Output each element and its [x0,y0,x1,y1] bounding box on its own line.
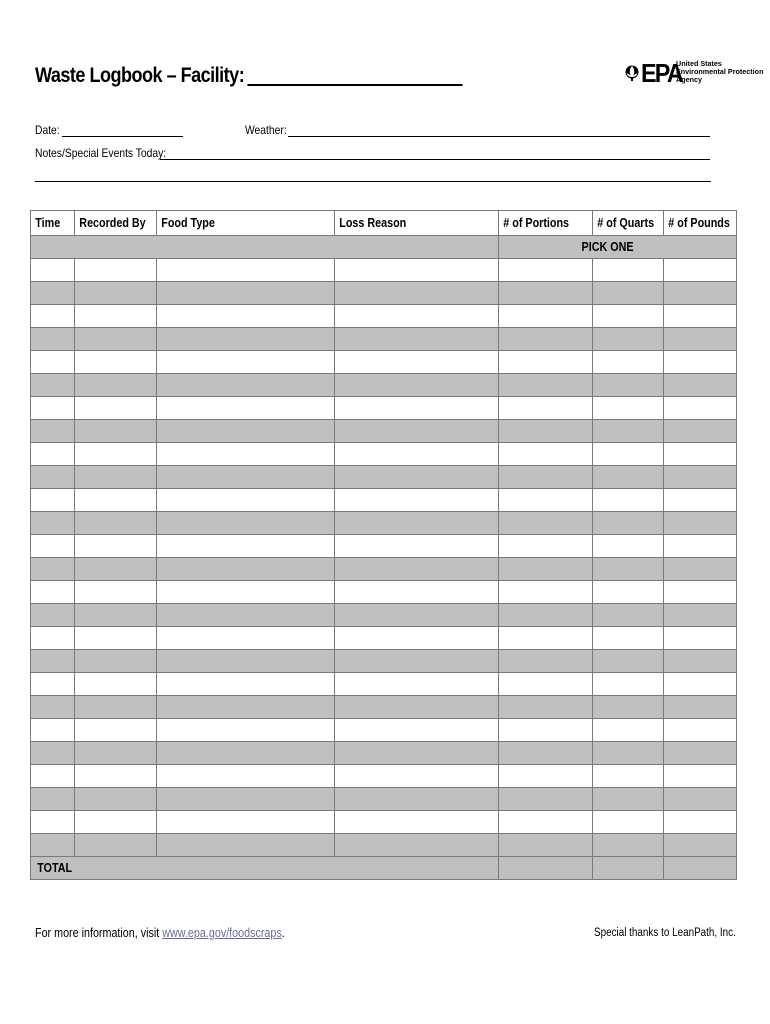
food-type-cell[interactable] [157,765,335,788]
time-cell[interactable] [31,788,75,811]
time-cell[interactable] [31,811,75,834]
recorded-by-cell[interactable] [75,489,157,512]
loss-reason-cell[interactable] [335,765,499,788]
food-type-cell[interactable] [157,788,335,811]
time-cell[interactable] [31,466,75,489]
loss-reason-cell[interactable] [335,351,499,374]
time-cell[interactable] [31,627,75,650]
quarts-cell[interactable] [593,305,664,328]
pounds-cell[interactable] [664,259,737,282]
pounds-cell[interactable] [664,397,737,420]
food-type-cell[interactable] [157,650,335,673]
food-type-cell[interactable] [157,834,335,857]
quarts-cell[interactable] [593,351,664,374]
sub-header-blank [31,236,499,259]
portions-cell[interactable] [499,673,593,696]
time-cell[interactable] [31,742,75,765]
time-cell[interactable] [31,535,75,558]
log-body [31,259,737,857]
pounds-cell[interactable] [664,719,737,742]
time-cell[interactable] [31,765,75,788]
loss-reason-cell[interactable] [335,696,499,719]
pounds-cell[interactable] [664,765,737,788]
quarts-cell[interactable] [593,512,664,535]
portions-cell[interactable] [499,489,593,512]
loss-reason-cell[interactable] [335,374,499,397]
portions-cell[interactable] [499,765,593,788]
quarts-cell[interactable] [593,673,664,696]
recorded-by-cell[interactable] [75,466,157,489]
pounds-cell[interactable] [664,788,737,811]
time-cell[interactable] [31,604,75,627]
pounds-cell[interactable] [664,420,737,443]
food-type-cell[interactable] [157,581,335,604]
food-type-cell[interactable] [157,512,335,535]
epa-logo [624,58,764,92]
total-pounds-cell[interactable] [664,857,737,880]
loss-reason-cell[interactable] [335,581,499,604]
quarts-cell[interactable] [593,788,664,811]
portions-cell[interactable] [499,650,593,673]
pounds-cell[interactable] [664,581,737,604]
pounds-cell[interactable] [664,466,737,489]
recorded-by-cell[interactable] [75,834,157,857]
table-row [31,834,737,857]
table-row [31,604,737,627]
loss-reason-cell[interactable] [335,558,499,581]
loss-reason-cell[interactable] [335,397,499,420]
table-row [31,328,737,351]
quarts-cell[interactable] [593,420,664,443]
recorded-by-cell[interactable] [75,581,157,604]
food-type-cell[interactable] [157,489,335,512]
table-row [31,535,737,558]
pounds-cell[interactable] [664,328,737,351]
table-row [31,558,737,581]
recorded-by-cell[interactable] [75,420,157,443]
food-type-cell[interactable] [157,351,335,374]
food-type-cell[interactable] [157,535,335,558]
time-cell[interactable] [31,397,75,420]
table-row [31,650,737,673]
recorded-by-cell[interactable] [75,604,157,627]
table-row [31,351,737,374]
portions-cell[interactable] [499,512,593,535]
time-cell[interactable] [31,696,75,719]
food-type-cell[interactable] [157,558,335,581]
pounds-cell[interactable] [664,811,737,834]
recorded-by-cell[interactable] [75,627,157,650]
table-row [31,581,737,604]
food-type-cell[interactable] [157,305,335,328]
portions-cell[interactable] [499,535,593,558]
loss-reason-cell[interactable] [335,719,499,742]
time-cell[interactable] [31,282,75,305]
portions-cell[interactable] [499,443,593,466]
recorded-by-cell[interactable] [75,374,157,397]
loss-reason-cell[interactable] [335,811,499,834]
food-type-cell[interactable] [157,374,335,397]
quarts-cell[interactable] [593,742,664,765]
recorded-by-cell[interactable] [75,328,157,351]
footer-info-suffix: . [281,926,285,940]
food-type-cell[interactable] [157,811,335,834]
loss-reason-cell[interactable] [335,788,499,811]
recorded-by-cell[interactable] [75,397,157,420]
epa-letters: EPA [641,58,682,88]
loss-reason-cell[interactable] [335,627,499,650]
waste-log-table [30,210,737,880]
recorded-by-cell[interactable] [75,282,157,305]
quarts-cell[interactable] [593,328,664,351]
table-row [31,466,737,489]
time-cell[interactable] [31,328,75,351]
loss-reason-cell[interactable] [335,443,499,466]
time-cell[interactable] [31,650,75,673]
portions-cell[interactable] [499,788,593,811]
total-label: TOTAL [31,857,499,880]
agency-name: United States Environmental Protection Agency [676,59,764,84]
portions-cell[interactable] [499,604,593,627]
loss-reason-cell[interactable] [335,328,499,351]
loss-reason-cell[interactable] [335,604,499,627]
time-cell[interactable] [31,351,75,374]
pounds-cell[interactable] [664,742,737,765]
recorded-by-cell[interactable] [75,650,157,673]
loss-reason-cell[interactable] [335,650,499,673]
date-label: Date: [35,123,60,137]
table-row [31,512,737,535]
food-type-cell[interactable] [157,443,335,466]
portions-cell[interactable] [499,397,593,420]
portions-cell[interactable] [499,305,593,328]
quarts-cell[interactable] [593,604,664,627]
quarts-cell[interactable] [593,627,664,650]
quarts-cell[interactable] [593,397,664,420]
portions-cell[interactable] [499,834,593,857]
loss-reason-cell[interactable] [335,420,499,443]
time-cell[interactable] [31,489,75,512]
portions-cell[interactable] [499,351,593,374]
time-cell[interactable] [31,512,75,535]
food-type-cell[interactable] [157,696,335,719]
loss-reason-cell[interactable] [335,259,499,282]
table-row [31,397,737,420]
page-title [35,64,463,88]
loss-reason-cell[interactable] [335,742,499,765]
quarts-cell[interactable] [593,558,664,581]
table-row [31,282,737,305]
column-header-portions: # of Portions [499,211,593,236]
table-row [31,811,737,834]
total-portions-cell[interactable] [499,857,593,880]
pounds-cell[interactable] [664,696,737,719]
portions-cell[interactable] [499,558,593,581]
portions-cell[interactable] [499,811,593,834]
portions-cell[interactable] [499,581,593,604]
time-cell[interactable] [31,443,75,466]
time-cell[interactable] [31,558,75,581]
quarts-cell[interactable] [593,535,664,558]
food-type-cell[interactable] [157,673,335,696]
pounds-cell[interactable] [664,443,737,466]
pounds-cell[interactable] [664,673,737,696]
loss-reason-cell[interactable] [335,535,499,558]
food-type-cell[interactable] [157,719,335,742]
food-type-cell[interactable] [157,420,335,443]
food-type-cell[interactable] [157,627,335,650]
column-header-recorded-by: Recorded By [75,211,157,236]
pounds-cell[interactable] [664,650,737,673]
table-row [31,765,737,788]
table-row [31,742,737,765]
portions-cell[interactable] [499,328,593,351]
notes-label: Notes/Special Events Today: [35,146,167,160]
pounds-cell[interactable] [664,604,737,627]
time-cell[interactable] [31,581,75,604]
food-type-cell[interactable] [157,604,335,627]
table-row [31,627,737,650]
column-header-quarts: # of Quarts [593,211,664,236]
footer-thanks: Special thanks to LeanPath, Inc. [594,927,736,939]
table-row [31,788,737,811]
pounds-cell[interactable] [664,351,737,374]
table-row [31,305,737,328]
recorded-by-cell[interactable] [75,742,157,765]
food-type-cell[interactable] [157,282,335,305]
pounds-cell[interactable] [664,512,737,535]
pounds-cell[interactable] [664,489,737,512]
facility-blank-line[interactable] [248,84,463,86]
quarts-cell[interactable] [593,259,664,282]
food-type-cell[interactable] [157,259,335,282]
recorded-by-cell[interactable] [75,811,157,834]
portions-cell[interactable] [499,374,593,397]
time-cell[interactable] [31,420,75,443]
table-row [31,420,737,443]
total-row [31,857,737,880]
food-type-cell[interactable] [157,466,335,489]
weather-field[interactable] [288,136,710,137]
time-cell[interactable] [31,259,75,282]
time-cell[interactable] [31,834,75,857]
title-text: Waste Logbook – Facility: [35,64,245,87]
column-header-food-type: Food Type [157,211,335,236]
quarts-cell[interactable] [593,696,664,719]
recorded-by-cell[interactable] [75,788,157,811]
recorded-by-cell[interactable] [75,535,157,558]
pounds-cell[interactable] [664,535,737,558]
loss-reason-cell[interactable] [335,834,499,857]
recorded-by-cell[interactable] [75,351,157,374]
quarts-cell[interactable] [593,811,664,834]
loss-reason-cell[interactable] [335,466,499,489]
portions-cell[interactable] [499,420,593,443]
portions-cell[interactable] [499,742,593,765]
quarts-cell[interactable] [593,581,664,604]
loss-reason-cell[interactable] [335,282,499,305]
table-row [31,259,737,282]
date-field[interactable] [62,136,183,137]
footer-info-prefix: For more information, visit [35,926,163,940]
recorded-by-cell[interactable] [75,673,157,696]
time-cell[interactable] [31,673,75,696]
quarts-cell[interactable] [593,282,664,305]
recorded-by-cell[interactable] [75,719,157,742]
quarts-cell[interactable] [593,719,664,742]
food-type-cell[interactable] [157,742,335,765]
portions-cell[interactable] [499,259,593,282]
quarts-cell[interactable] [593,765,664,788]
portions-cell[interactable] [499,466,593,489]
portions-cell[interactable] [499,282,593,305]
recorded-by-cell[interactable] [75,765,157,788]
column-header-pounds: # of Pounds [664,211,737,236]
loss-reason-cell[interactable] [335,305,499,328]
time-cell[interactable] [31,305,75,328]
total-quarts-cell[interactable] [593,857,664,880]
footer-info-link[interactable]: www.epa.gov/foodscraps [162,926,282,940]
portions-cell[interactable] [499,719,593,742]
portions-cell[interactable] [499,627,593,650]
epa-flower-icon [624,63,640,87]
pick-one-row [31,236,737,259]
pounds-cell[interactable] [664,558,737,581]
table-row [31,443,737,466]
table-row [31,719,737,742]
loss-reason-cell[interactable] [335,489,499,512]
column-header-loss-reason: Loss Reason [335,211,499,236]
notes-field[interactable] [160,159,710,160]
table-row [31,489,737,512]
weather-label: Weather: [245,123,287,137]
quarts-cell[interactable] [593,466,664,489]
food-type-cell[interactable] [157,397,335,420]
pick-one-label: PICK ONE [499,236,737,259]
quarts-cell[interactable] [593,443,664,466]
quarts-cell[interactable] [593,650,664,673]
food-type-cell[interactable] [157,328,335,351]
portions-cell[interactable] [499,696,593,719]
pounds-cell[interactable] [664,834,737,857]
quarts-cell[interactable] [593,374,664,397]
pounds-cell[interactable] [664,627,737,650]
recorded-by-cell[interactable] [75,259,157,282]
pounds-cell[interactable] [664,374,737,397]
pounds-cell[interactable] [664,282,737,305]
recorded-by-cell[interactable] [75,443,157,466]
table-row [31,673,737,696]
column-header-time: Time [31,211,75,236]
pounds-cell[interactable] [664,305,737,328]
loss-reason-cell[interactable] [335,673,499,696]
notes-field-line-2[interactable] [35,181,711,182]
recorded-by-cell[interactable] [75,558,157,581]
quarts-cell[interactable] [593,834,664,857]
time-cell[interactable] [31,374,75,397]
recorded-by-cell[interactable] [75,305,157,328]
table-row [31,374,737,397]
table-row [31,696,737,719]
recorded-by-cell[interactable] [75,512,157,535]
loss-reason-cell[interactable] [335,512,499,535]
footer-info [35,926,285,940]
time-cell[interactable] [31,719,75,742]
quarts-cell[interactable] [593,489,664,512]
table-header-row [31,211,737,236]
recorded-by-cell[interactable] [75,696,157,719]
